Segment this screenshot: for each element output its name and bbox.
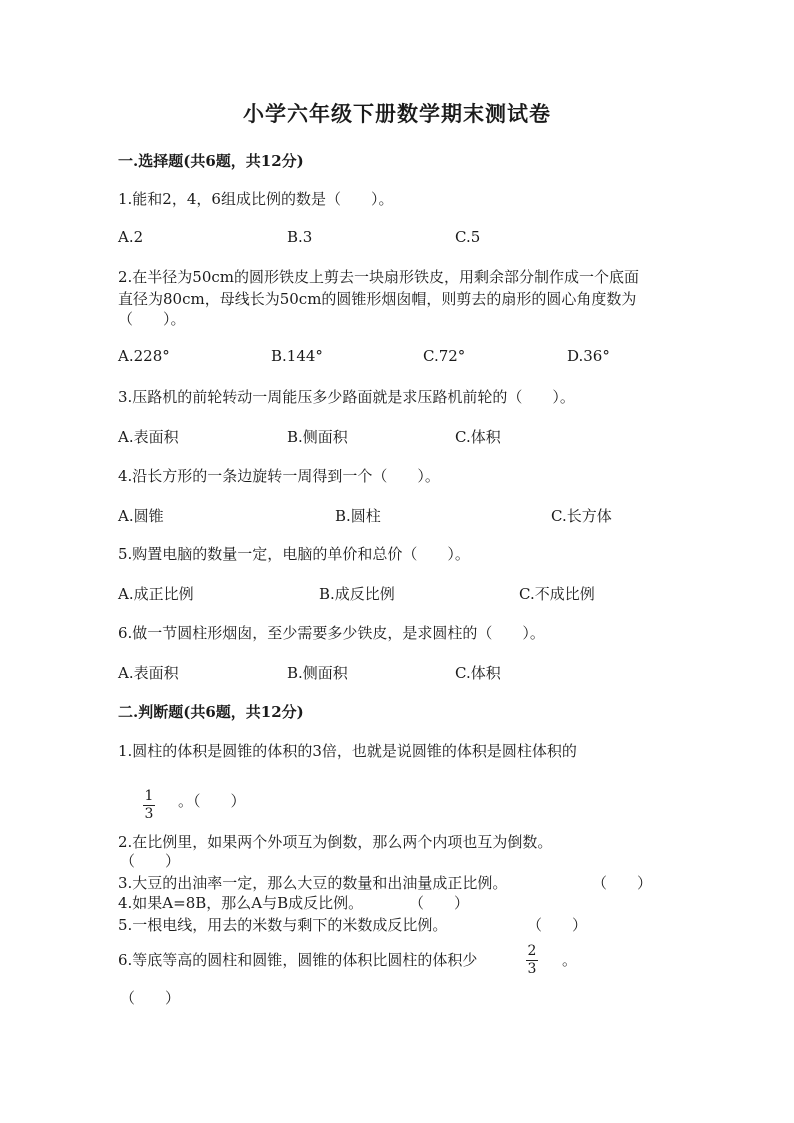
option-1c: C.5 xyxy=(455,228,481,246)
option-5c: C.不成比例 xyxy=(519,585,595,603)
option-1b: B.3 xyxy=(287,228,313,246)
option-6a: A.表面积 xyxy=(118,664,179,682)
fraction-denominator: 3 xyxy=(527,961,537,977)
fraction-one-third xyxy=(143,785,155,823)
judge-question-2: 2.在比例里，如果两个外项互为倒数，那么两个内项也互为倒数。 xyxy=(118,833,553,851)
question-4: 4.沿长方形的一条边旋转一周得到一个（ ）。 xyxy=(118,467,440,485)
judge-question-1-tail: 。（ ） xyxy=(178,792,246,810)
option-2c: C.72° xyxy=(423,347,466,365)
judge-question-6-bracket: （ ） xyxy=(120,989,181,1007)
section-heading-choice: 一.选择题(共6题，共12分) xyxy=(118,152,304,170)
option-1a: A.2 xyxy=(118,228,144,246)
question-5: 5.购置电脑的数量一定，电脑的单价和总价（ ）。 xyxy=(118,545,470,563)
option-6c: C.体积 xyxy=(455,664,501,682)
option-3c: C.体积 xyxy=(455,428,501,446)
question-2-line-2: 直径为80cm，母线长为50cm的圆锥形烟囱帽，则剪去的扇形的圆心角度数为 xyxy=(118,290,637,308)
option-5a: A.成正比例 xyxy=(118,585,194,603)
option-3b: B.侧面积 xyxy=(287,428,348,446)
question-1: 1.能和2，4，6组成比例的数是（ ）。 xyxy=(118,190,394,208)
question-3: 3.压路机的前轮转动一周能压多少路面就是求压路机前轮的（ ）。 xyxy=(118,388,575,406)
option-5b: B.成反比例 xyxy=(319,585,395,603)
judge-question-4-bracket: （ ） xyxy=(409,894,470,912)
fraction-denominator: 3 xyxy=(144,806,154,822)
judge-question-5-bracket: （ ） xyxy=(527,916,588,934)
judge-question-3-bracket: （ ） xyxy=(592,874,653,892)
fraction-numerator: 1 xyxy=(144,788,154,804)
question-2-line-3: （ ）。 xyxy=(118,310,186,328)
page-title: 小学六年级下册数学期末测试卷 xyxy=(243,101,551,126)
judge-question-3: 3.大豆的出油率一定，那么大豆的数量和出油量成正比例。 xyxy=(118,874,508,892)
option-2a: A.228° xyxy=(118,347,170,365)
question-2-line-1: 2.在半径为50cm的圆形铁皮上剪去一块扇形铁皮，用剩余部分制作成一个底面 xyxy=(118,268,640,286)
judge-question-5: 5.一根电线，用去的米数与剩下的米数成反比例。 xyxy=(118,916,448,934)
option-4a: A.圆锥 xyxy=(118,507,164,525)
option-6b: B.侧面积 xyxy=(287,664,348,682)
option-2b: B.144° xyxy=(271,347,323,365)
judge-question-1: 1.圆柱的体积是圆锥的体积的3倍，也就是说圆锥的体积是圆柱体积的 xyxy=(118,742,577,760)
fraction-numerator: 2 xyxy=(527,943,537,959)
judge-question-4: 4.如果A=8B，那么A与B成反比例。 xyxy=(118,894,364,912)
judge-question-2-bracket: （ ） xyxy=(120,852,181,870)
judge-question-6: 6.等底等高的圆柱和圆锥，圆锥的体积比圆柱的体积少 xyxy=(118,951,478,969)
option-2d: D.36° xyxy=(567,347,610,365)
option-4b: B.圆柱 xyxy=(335,507,381,525)
fraction-two-thirds xyxy=(526,940,538,978)
option-4c: C.长方体 xyxy=(551,507,612,525)
question-6: 6.做一节圆柱形烟囱，至少需要多少铁皮，是求圆柱的（ ）。 xyxy=(118,624,545,642)
section-heading-judge: 二.判断题(共6题，共12分) xyxy=(118,703,304,721)
option-3a: A.表面积 xyxy=(118,428,179,446)
judge-question-6-tail: 。 xyxy=(562,951,578,969)
